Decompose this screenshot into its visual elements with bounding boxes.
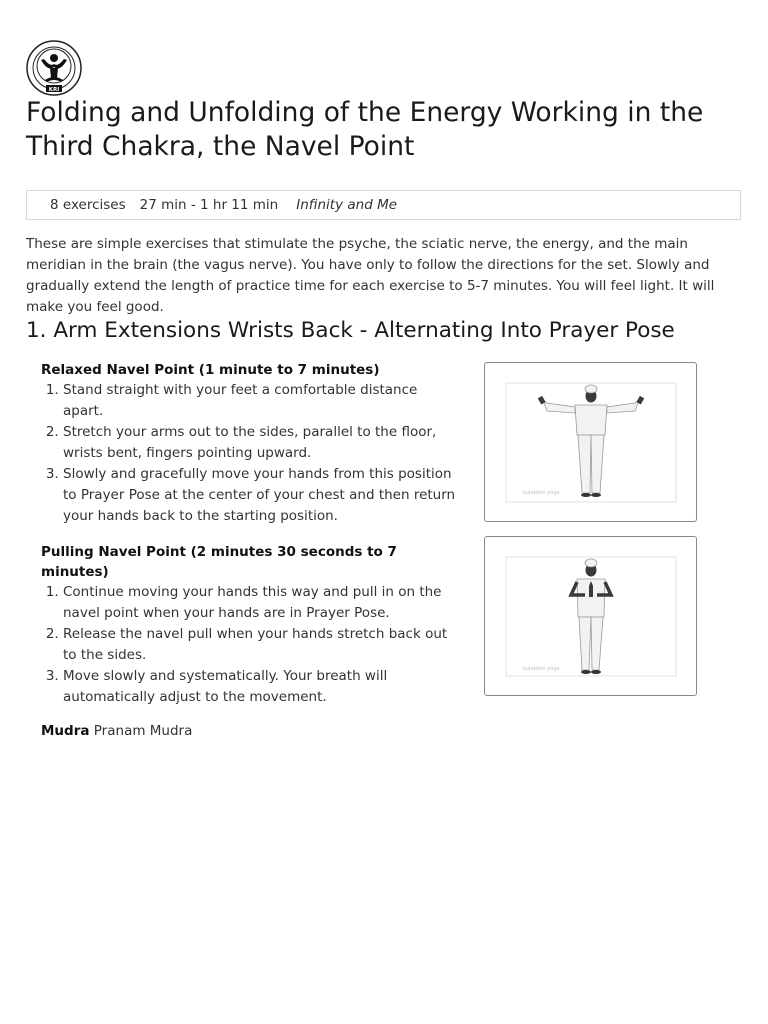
exercise-instructions: [41, 360, 461, 741]
exercise-count: 8 exercises: [50, 197, 126, 213]
watermark-text: kundalini yoga: [523, 490, 560, 496]
step-item: 2. Release the navel pull when your hands stretch back out to the sides.: [63, 624, 461, 666]
step-item: 3. Move slowly and systematically. Your breath will automatically adjust to the movement.: [63, 666, 461, 708]
duration: 27 min - 1 hr 11 min: [139, 197, 279, 213]
intro-text: These are simple exercises that stimulate the psyche, the sciatic nerve, the energy, and the main meridian in the brain (the vagus nerve). You have only to follow the directions for the set. Slowly and gradually extend the length of practice time for each exercise to 5-7 minutes. You will feel light. It will make you feel good.: [26, 236, 715, 315]
exercise-title: 1. Arm Extensions Wrists Back - Alternating Into Prayer Pose: [26, 318, 675, 343]
set-meta-bar: [26, 190, 741, 220]
step-item: 1. Continue moving your hands this way and pull in on the navel point when your hands are in Prayer Pose.: [63, 582, 461, 624]
step-item: 1. Stand straight with your feet a comfortable distance apart.: [63, 380, 461, 422]
step-list: [41, 380, 461, 527]
watermark-text: kundalini yoga: [523, 666, 560, 672]
step-item: 3. Slowly and gracefully move your hands from this position to Prayer Pose at the center of your chest and then return your hands back to the starting position.: [63, 464, 461, 527]
section-heading: Pulling Navel Point (2 minutes 30 seconds to 7 minutes): [41, 544, 397, 580]
mudra-value: Pranam Mudra: [93, 723, 193, 739]
source-book: Infinity and Me: [296, 197, 398, 213]
pose-illustration-arms-extended: [484, 362, 697, 522]
kri-logo-icon: [26, 40, 82, 96]
figure-turban: [585, 559, 597, 567]
figure-turban: [585, 385, 597, 393]
step-item: 2. Stretch your arms out to the sides, parallel to the floor, wrists bent, fingers pointing upward.: [63, 422, 461, 464]
kri-logo: [26, 40, 82, 96]
mudra-label: Mudra: [41, 723, 90, 739]
step-list: [41, 582, 461, 708]
mudra-line: [41, 721, 461, 741]
pose-illustration-prayer: [484, 536, 697, 696]
page-title: Folding and Unfolding of the Energy Working in the Third Chakra, the Navel Point: [26, 97, 704, 162]
section-heading: Relaxed Navel Point (1 minute to 7 minutes): [41, 362, 380, 378]
svg-text:KRI: KRI: [48, 87, 60, 93]
